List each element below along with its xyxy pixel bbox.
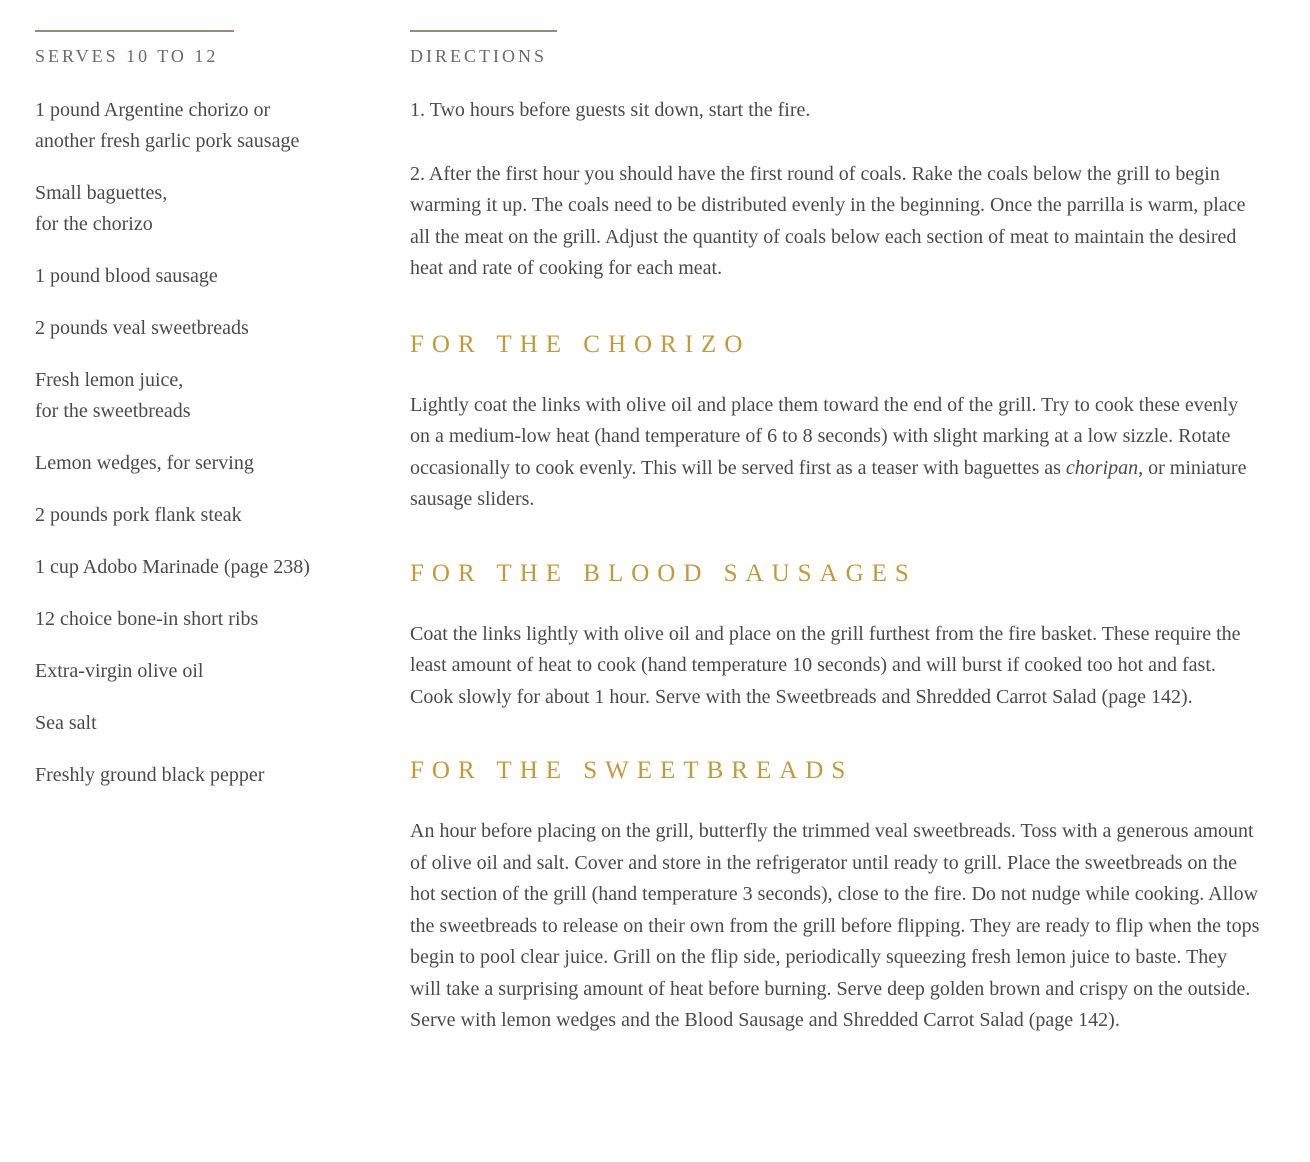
chorizo-instructions [410, 390, 1260, 516]
directions-heading: DIRECTIONS [410, 46, 547, 66]
ingredient-item: Extra-virgin olive oil [35, 660, 204, 682]
ingredient-item: 1 cup Adobo Marinade (page 238) [35, 556, 310, 578]
ingredients-column [35, 30, 375, 812]
chorizo-text-part-2: or miniature sausage sliders. [410, 456, 1247, 510]
direction-step-2: 2. After the first hour you should have the first round of coals. Rake the coals below the grill to begin warming it up. The coals need to be distributed evenly in the beginning. Once the parrilla is warm, place all the meat on the grill. Adjust the quantity of coals below each section of meat to maintain the desired heat and rate of cooking for each meat. [410, 162, 1246, 279]
chorizo-heading: FOR THE CHORIZO [410, 330, 751, 358]
ingredient-item: 1 pound blood sausage [35, 265, 218, 287]
ingredient-item: Lemon wedges, for serving [35, 452, 254, 474]
ingredient-item: Fresh lemon juice, for the sweetbreads [35, 369, 191, 422]
ingredient-item: Freshly ground black pepper [35, 764, 265, 786]
ingredients-rule [35, 30, 234, 32]
sweetbreads-heading: FOR THE SWEETBREADS [410, 757, 854, 784]
direction-step-1: 1. Two hours before guests sit down, start the fire. [410, 99, 811, 121]
ingredient-item: Small baguettes, for the chorizo [35, 182, 168, 235]
ingredient-item: 2 pounds pork flank steak [35, 504, 242, 526]
blood-sausages-instructions: Coat the links lightly with olive oil and place on the grill furthest from the fire basket. These require the least amount of heat to cook (hand temperature 10 seconds) and will burst if cooked too hot and fast. Cook slowly for about 1 hour. Serve with the Sweetbreads and Shredded Carrot Salad (page 142). [410, 622, 1241, 708]
ingredient-item: 12 choice bone-in short ribs [35, 608, 259, 630]
ingredient-item: 2 pounds veal sweetbreads [35, 317, 249, 339]
sweetbreads-instructions: An hour before placing on the grill, butterfly the trimmed veal sweetbreads. Toss with a generous amount of olive oil and salt. Cover and store in the refrigerator until ready to grill. Place the sweetbreads on the hot section of the grill (hand temperature 3 seconds), close to the fire. Do not nudge while cooking. Allow the sweetbreads to release on their own from the grill before flipping. They are ready to flip when the tops begin to pool clear juice. Grill on the flip side, periodically squeezing fresh lemon juice to baste. They will take a surprising amount of heat before burning. Serve deep golden brown and crispy on the outside. Serve with lemon wedges and the Blood Sausage and Shredded Carrot Salad (page 142). [410, 820, 1260, 1031]
ingredient-item: 1 pound Argentine chorizo or another fresh garlic pork sausage [35, 99, 300, 152]
directions-rule [410, 30, 557, 32]
directions-column [410, 30, 1260, 1037]
ingredient-item: Sea salt [35, 712, 97, 734]
blood-sausages-heading: FOR THE BLOOD SAUSAGES [410, 559, 917, 587]
servings-heading: SERVES 10 TO 12 [35, 46, 219, 66]
chorizo-text-part-1: Lightly coat the links with olive oil and place them toward the end of the grill. Try to cook these evenly on a medium-low heat (hand temperature of 6 to 8 seconds) with slight marking at a low sizzle. Rotate occasionally to cook evenly. This will be served first as a teaser with baguettes as [410, 393, 1239, 479]
choripan-term: choripan, [1065, 456, 1144, 479]
ingredient-list [35, 95, 375, 791]
